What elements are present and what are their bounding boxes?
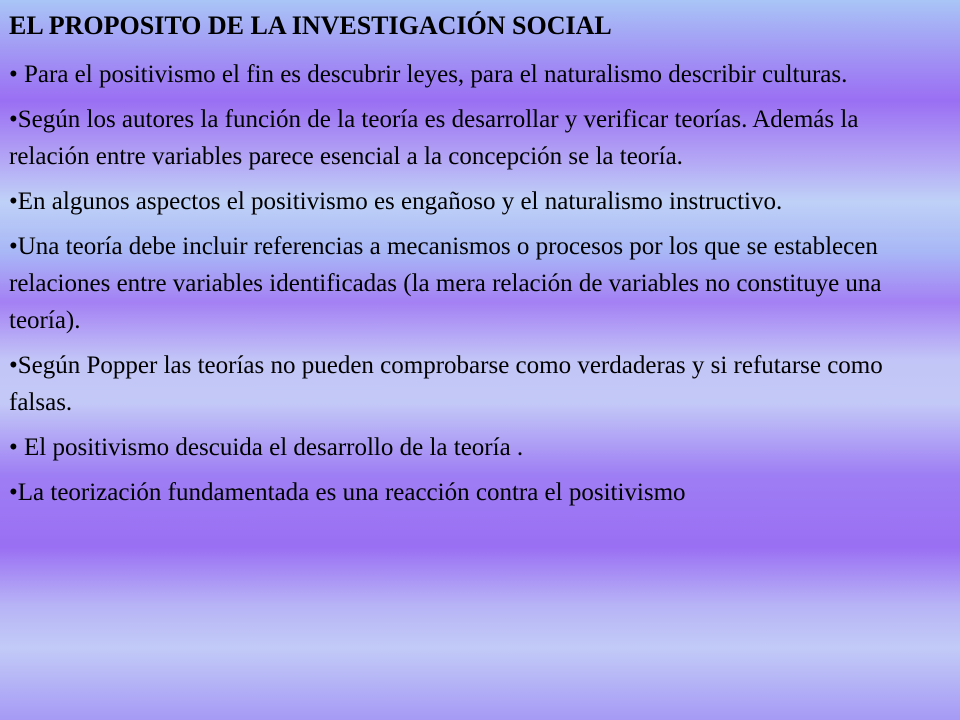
bullet-item: •La teorización fundamentada es una reacción contra el positivismo [9,479,686,506]
bullet-item: •Una teoría debe incluir referencias a mecanismos o procesos por los que se establecen relaciones entre variables identificadas (la mera relación de variables no constituye una teoría). [9,233,882,334]
bullet-item: • El positivismo descuida el desarrollo de la teoría . [9,434,524,461]
slide-title: EL PROPOSITO DE LA INVESTIGACIÓN SOCIAL [9,11,612,40]
bullet-item: •Según Popper las teorías no pueden comprobarse como verdaderas y si refutarse como falsas. [9,352,883,416]
slide-content [9,10,944,519]
bullet-item: •En algunos aspectos el positivismo es engañoso y el naturalismo instructivo. [9,188,783,215]
bullet-item: • Para el positivismo el fin es descubrir leyes, para el naturalismo describir culturas. [9,61,848,88]
bullet-item: •Según los autores la función de la teoría es desarrollar y verificar teorías. Además la relación entre variables parece esencial a la concepción se la teoría. [9,106,859,170]
